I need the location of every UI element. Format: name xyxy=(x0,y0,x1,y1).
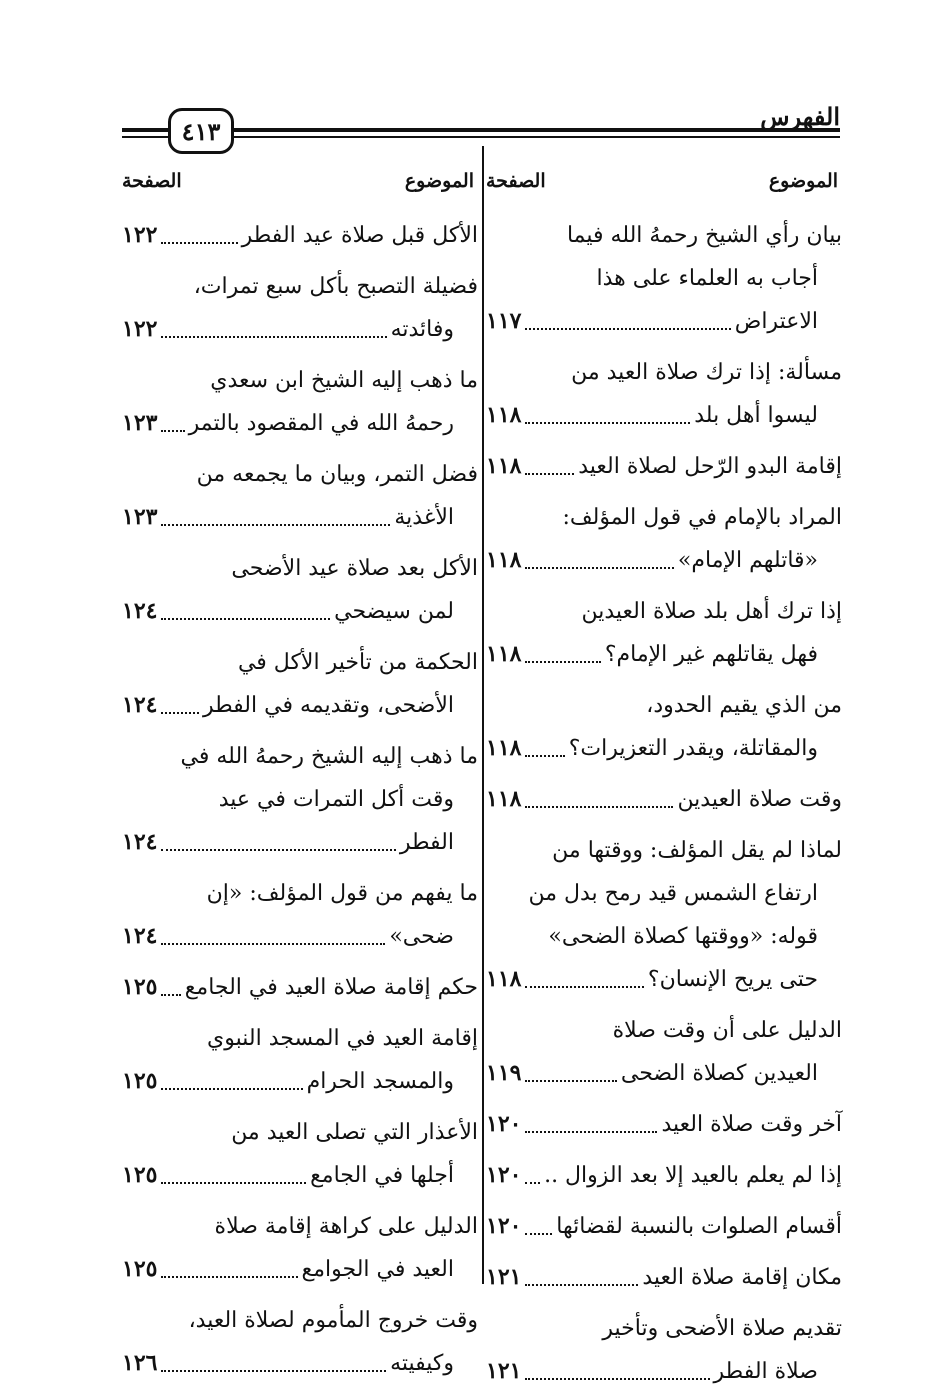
index-entry xyxy=(486,684,842,770)
entry-line xyxy=(122,1017,478,1060)
entry-line xyxy=(122,453,478,496)
entry-page-number: ١٢٠ xyxy=(486,1162,522,1188)
entry-line xyxy=(486,1307,842,1350)
leader-dots xyxy=(525,422,690,424)
entry-topic-text: الدليل على أن وقت صلاة xyxy=(612,1018,842,1043)
entry-topic-text: وفائدته xyxy=(390,317,454,342)
entry-topic-text: وقت أكل التمرات في عيد xyxy=(218,787,454,812)
entry-line xyxy=(122,214,478,257)
leader-dots xyxy=(161,430,184,432)
entry-line xyxy=(122,265,478,308)
leader-dots xyxy=(525,1284,638,1286)
entry-line xyxy=(122,641,478,684)
entry-page-number: ١٢٢ xyxy=(122,316,158,342)
leader-dots xyxy=(161,242,237,244)
entry-topic-text: والمقاتلة، ويقدر التعزيرات؟ xyxy=(568,736,818,761)
entry-line xyxy=(122,684,478,727)
entry-topic-text: إذا لم يعلم بالعيد إلا بعد الزوال .. xyxy=(544,1163,842,1188)
entry-topic-text: إقامة البدو الرّحل لصلاة العيد xyxy=(578,454,842,479)
entry-line xyxy=(486,684,842,727)
index-title: الفهرس xyxy=(760,102,840,131)
index-entry xyxy=(486,214,842,343)
entry-page-number: ١١٧ xyxy=(486,308,522,334)
entry-line xyxy=(122,966,478,1009)
entry-topic-text: تقديم صلاة الأضحى وتأخير xyxy=(602,1316,842,1341)
entry-page-number: ١١٨ xyxy=(486,402,522,428)
entry-topic-text: أجلها في الجامع xyxy=(310,1163,454,1188)
index-entry xyxy=(486,778,842,821)
entry-line xyxy=(122,402,478,445)
entry-line xyxy=(122,778,478,821)
entry-page-number: ١٢٣ xyxy=(122,504,158,530)
entry-topic-text: بيان رأي الشيخ رحمهُ الله فيما xyxy=(566,223,842,248)
page-number: ٤١٣ xyxy=(181,116,221,146)
leader-dots xyxy=(525,1233,552,1235)
entry-topic-text: مكان إقامة صلاة العيد xyxy=(642,1265,842,1290)
entry-page-number: ١٢١ xyxy=(486,1264,522,1290)
entry-page-number: ١٢١ xyxy=(486,1358,522,1384)
entry-page-number: ١٢٤ xyxy=(122,598,158,624)
index-entry xyxy=(122,359,478,445)
entry-topic-text: وكيفيته xyxy=(390,1351,454,1376)
leader-dots xyxy=(525,1080,616,1082)
entry-topic-text: آخر وقت صلاة العيد xyxy=(661,1112,842,1137)
entry-page-number: ١١٨ xyxy=(486,641,522,667)
index-entry xyxy=(486,445,842,488)
entry-line xyxy=(122,359,478,402)
leader-dots xyxy=(161,336,386,338)
index-entry xyxy=(486,1154,842,1197)
entry-line xyxy=(122,308,478,351)
index-entry xyxy=(122,1111,478,1197)
leader-dots xyxy=(525,661,600,663)
entry-topic-text: وقت خروج المأموم لصلاة العيد، xyxy=(188,1308,478,1333)
page-column-label: الصفحة xyxy=(122,170,182,192)
entry-line xyxy=(486,915,842,958)
entry-page-number: ١٢٤ xyxy=(122,923,158,949)
entry-topic-text: «قاتلهم الإمام» xyxy=(677,548,818,573)
entry-line xyxy=(122,915,478,958)
entry-page-number: ١٢٠ xyxy=(486,1111,522,1137)
left-column xyxy=(122,146,478,1376)
entry-topic-text: حكم إقامة صلاة العيد في الجامع xyxy=(184,975,478,1000)
entry-topic-text: ما يفهم من قول المؤلف: «إن xyxy=(206,881,478,906)
page-column-label: الصفحة xyxy=(486,170,546,192)
entry-topic-text: ما ذهب إليه الشيخ رحمهُ الله في xyxy=(180,744,478,769)
entry-topic-text: ما ذهب إليه الشيخ ابن سعدي xyxy=(210,368,478,393)
entry-line xyxy=(486,1154,842,1197)
leader-dots xyxy=(161,524,390,526)
entry-topic-text: قوله: «ووقتها كصلاة الضحى» xyxy=(548,924,818,949)
entry-page-number: ١٢٥ xyxy=(122,974,158,1000)
entry-page-number: ١٢٢ xyxy=(122,222,158,248)
entry-line xyxy=(486,1103,842,1146)
entry-topic-text: الفطر xyxy=(399,830,454,855)
index-entry xyxy=(122,966,478,1009)
entry-page-number: ١٢٤ xyxy=(122,692,158,718)
entry-line xyxy=(486,872,842,915)
entry-page-number: ١٢٥ xyxy=(122,1162,158,1188)
entry-topic-text: وقت صلاة العيدين xyxy=(677,787,842,812)
entry-topic-text: الأغذية xyxy=(394,505,454,530)
index-entry xyxy=(486,1205,842,1248)
leader-dots xyxy=(525,567,673,569)
index-entry xyxy=(486,351,842,437)
index-entry xyxy=(122,735,478,864)
entry-line xyxy=(486,539,842,582)
index-entry xyxy=(122,1205,478,1291)
topic-column-label: الموضوع xyxy=(404,170,474,192)
entry-topic-text: فضيلة التصبح بأكل سبع تمرات، xyxy=(193,274,478,299)
entry-line xyxy=(122,496,478,539)
index-entry xyxy=(486,1009,842,1095)
index-entry xyxy=(122,214,478,257)
entry-line xyxy=(486,727,842,770)
entry-line xyxy=(486,1205,842,1248)
index-entry xyxy=(122,872,478,958)
entry-topic-text: الحكمة من تأخير الأكل في xyxy=(237,650,478,675)
index-entry xyxy=(486,496,842,582)
entry-line xyxy=(486,214,842,257)
entry-line xyxy=(486,445,842,488)
entry-line xyxy=(122,590,478,633)
leader-dots xyxy=(161,1276,297,1278)
topic-column-label: الموضوع xyxy=(768,170,838,192)
entry-topic-text: الأكل بعد صلاة عيد الأضحى xyxy=(231,556,478,581)
entry-topic-text: الأعذار التي تصلى العيد من xyxy=(231,1120,478,1145)
entry-line xyxy=(122,1299,478,1342)
entry-topic-text: الاعتراض xyxy=(734,309,818,334)
entry-page-number: ١١٨ xyxy=(486,735,522,761)
leader-dots xyxy=(161,1088,302,1090)
entry-topic-text: ليسوا أهل بلد xyxy=(694,403,818,428)
entry-topic-text: ارتفاع الشمس قيد رمح بدل من xyxy=(528,881,818,906)
entry-page-number: ١٢٦ xyxy=(122,1350,158,1376)
index-entry xyxy=(122,641,478,727)
entry-topic-text: والمسجد الحرام xyxy=(306,1069,454,1094)
entry-line xyxy=(486,1350,842,1393)
leader-dots xyxy=(525,473,574,475)
right-column xyxy=(486,146,842,1384)
entry-page-number: ١٢٥ xyxy=(122,1256,158,1282)
entry-page-number: ١١٨ xyxy=(486,786,522,812)
entry-page-number: ١١٨ xyxy=(486,966,522,992)
entry-topic-text: ضحى» xyxy=(389,924,454,949)
leader-dots xyxy=(525,806,673,808)
entry-line xyxy=(122,735,478,778)
entry-line xyxy=(122,1111,478,1154)
entry-page-number: ١١٩ xyxy=(486,1060,522,1086)
leader-dots xyxy=(161,712,199,714)
entry-line xyxy=(122,1248,478,1291)
entry-line xyxy=(486,1256,842,1299)
entry-line xyxy=(122,872,478,915)
entry-line xyxy=(486,590,842,633)
entry-line xyxy=(486,778,842,821)
entry-page-number: ١١٨ xyxy=(486,453,522,479)
index-entry xyxy=(486,1256,842,1299)
entry-topic-text: الأكل قبل صلاة عيد الفطر xyxy=(241,223,478,248)
index-entry xyxy=(122,1017,478,1103)
entry-topic-text: صلاة الفطر xyxy=(713,1359,818,1384)
entry-topic-text: مسألة: إذا ترك صلاة العيد من xyxy=(571,360,842,385)
entry-page-number: ١٢٠ xyxy=(486,1213,522,1239)
entry-topic-text: فضل التمر، وبيان ما يجمعه من xyxy=(196,462,478,487)
leader-dots xyxy=(525,1182,540,1184)
entry-topic-text: لمن سيضحي xyxy=(334,599,454,624)
left-column-header xyxy=(122,146,478,192)
entry-line xyxy=(486,1052,842,1095)
entry-page-number: ١٢٣ xyxy=(122,410,158,436)
index-entry xyxy=(122,1299,478,1385)
leader-dots xyxy=(161,943,385,945)
column-divider xyxy=(482,146,484,1284)
entry-line xyxy=(122,1342,478,1385)
leader-dots xyxy=(525,1378,709,1380)
entry-line xyxy=(486,257,842,300)
index-entry xyxy=(122,265,478,351)
entry-topic-text: الدليل على كراهة إقامة صلاة xyxy=(214,1214,478,1239)
entry-line xyxy=(486,829,842,872)
leader-dots xyxy=(525,986,643,988)
leader-dots xyxy=(161,618,330,620)
entry-page-number: ١٢٥ xyxy=(122,1068,158,1094)
leader-dots xyxy=(161,1370,386,1372)
right-entries xyxy=(486,214,842,1393)
entry-topic-text: المراد بالإمام في قول المؤلف: xyxy=(562,505,842,530)
index-entry xyxy=(486,590,842,676)
entry-topic-text: الأضحى، وتقديمه في الفطر xyxy=(202,693,454,718)
leader-dots xyxy=(161,1182,306,1184)
right-column-header xyxy=(486,146,842,192)
entry-topic-text: العيد في الجوامع xyxy=(301,1257,454,1282)
leader-dots xyxy=(525,755,564,757)
entry-line xyxy=(122,1060,478,1103)
page-number-box xyxy=(168,108,234,154)
index-entry xyxy=(486,1307,842,1393)
index-entry xyxy=(122,547,478,633)
entry-line xyxy=(486,1009,842,1052)
entry-line xyxy=(122,1154,478,1197)
leader-dots xyxy=(161,994,180,996)
entry-line xyxy=(486,958,842,1001)
entry-topic-text: رحمهُ الله في المقصود بالتمر xyxy=(188,411,454,436)
entry-topic-text: أجاب به العلماء على هذا xyxy=(596,266,818,291)
entry-line xyxy=(122,821,478,864)
entry-line xyxy=(122,547,478,590)
index-entry xyxy=(486,829,842,1001)
entry-topic-text: فهل يقاتلهم غير الإمام؟ xyxy=(604,642,818,667)
entry-topic-text: أقسام الصلوات بالنسبة لقضائها xyxy=(556,1214,842,1239)
entry-line xyxy=(486,300,842,343)
leader-dots xyxy=(525,328,730,330)
entry-line xyxy=(486,394,842,437)
leader-dots xyxy=(525,1131,657,1133)
entry-topic-text: إقامة العيد في المسجد النبوي xyxy=(207,1026,478,1051)
entry-topic-text: العيدين كصلاة الضحى xyxy=(620,1061,818,1086)
leader-dots xyxy=(161,849,395,851)
entry-topic-text: حتى يريح الإنسان؟ xyxy=(647,967,818,992)
left-entries xyxy=(122,214,478,1385)
entry-line xyxy=(486,351,842,394)
entry-line xyxy=(122,1205,478,1248)
entry-line xyxy=(486,633,842,676)
index-entry xyxy=(486,1103,842,1146)
entry-topic-text: إذا ترك أهل بلد صلاة العيدين xyxy=(581,599,842,624)
entry-topic-text: من الذي يقيم الحدود، xyxy=(646,693,842,718)
entry-line xyxy=(486,496,842,539)
entry-page-number: ١١٨ xyxy=(486,547,522,573)
index-entry xyxy=(122,453,478,539)
entry-topic-text: لماذا لم يقل المؤلف: ووقتها من xyxy=(552,838,842,863)
entry-page-number: ١٢٤ xyxy=(122,829,158,855)
